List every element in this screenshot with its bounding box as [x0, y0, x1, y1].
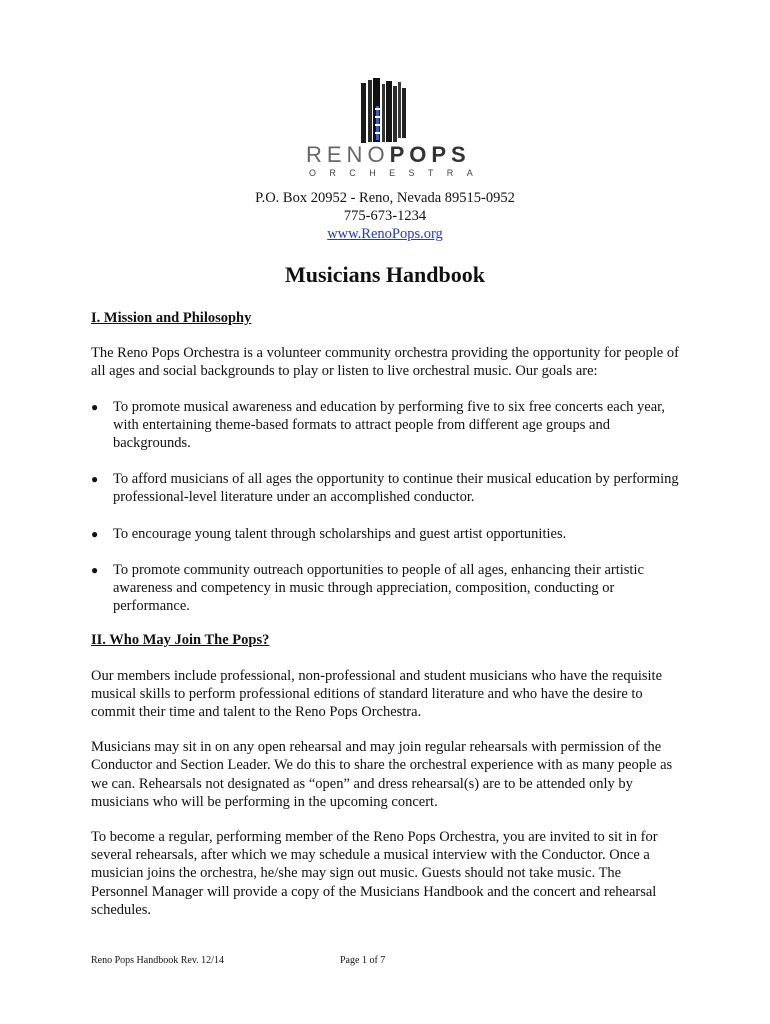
list-item: [91, 561, 681, 616]
phone-number: 775-673-1234: [343, 208, 427, 224]
logo-name-pops: POPS: [389, 142, 471, 167]
membership-paragraph: Our members include professional, non-professional and student musicians who have the requisite musical skills to perform professional editions of standard literature and who have the desire to commit their time and talent to the Reno Pops Orchestra.: [91, 667, 663, 721]
piano-keys-icon: [300, 78, 470, 148]
section-heading-mission: I. Mission and Philosophy: [91, 310, 252, 326]
bullet-icon: ●: [91, 472, 99, 487]
footer-revision: Reno Pops Handbook Rev. 12/14: [91, 955, 224, 966]
goal-text: To promote musical awareness and education by performing five to six free concerts each year, with entertaining theme-based formats to attract people from different age groups and backgrounds.: [113, 398, 666, 452]
list-item: [91, 398, 681, 453]
website-link[interactable]: www.RenoPops.org: [327, 226, 443, 242]
list-item: [91, 470, 681, 506]
mission-intro: The Reno Pops Orchestra is a volunteer community orchestra providing the opportunity for people of all ages and social backgrounds to play or listen to live orchestral music. Our goals are:: [91, 345, 679, 380]
goal-text: To encourage young talent through scholarships and guest artist opportunities.: [113, 525, 567, 542]
logo-name-reno: RENO: [306, 142, 390, 167]
section-heading-who-may-join: II. Who May Join The Pops?: [91, 632, 270, 649]
address-block: [0, 189, 770, 243]
goal-text: To promote community outreach opportunities to people of all ages, enhancing their artistic awareness and competency in music through appreciation, composition, conducting or performance.: [113, 561, 644, 615]
logo-wordmark: [306, 142, 471, 168]
logo-subtitle: ORCHESTRA: [309, 168, 487, 178]
goals-list: [91, 398, 681, 616]
rehearsal-paragraph: Musicians may sit in on any open rehearsal and may join regular rehearsals with permission of the Conductor and Section Leader. We do this to share the orchestral experience with as many people as we can. Rehearsals not designated as “open” and dress rehearsal(s) are to be attended only by musicians who will be performing in the upcoming concert.: [91, 739, 673, 810]
bullet-icon: ●: [91, 562, 99, 577]
document-body: [91, 309, 681, 936]
bullet-icon: ●: [91, 526, 99, 541]
list-item: [91, 525, 681, 543]
bullet-icon: ●: [91, 399, 99, 414]
footer-page-number: Page 1 of 7: [340, 955, 386, 966]
goal-text: To afford musicians of all ages the opportunity to continue their musical education by performing professional-level literature under an accomplished conductor.: [113, 471, 679, 506]
page-title: Musicians Handbook: [285, 262, 485, 287]
joining-paragraph: To become a regular, performing member of the Reno Pops Orchestra, you are invited to sit in for several rehearsals, after which we may schedule a musical interview with the Conductor. Once a musician joins the orchestra, he/she may sign out music. Guests should not take music. The Personnel Manager will provide a copy of the Musicians Handbook and the concert and rehearsal schedules.: [91, 829, 658, 918]
mailing-address: P.O. Box 20952 - Reno, Nevada 89515-0952: [255, 190, 515, 206]
